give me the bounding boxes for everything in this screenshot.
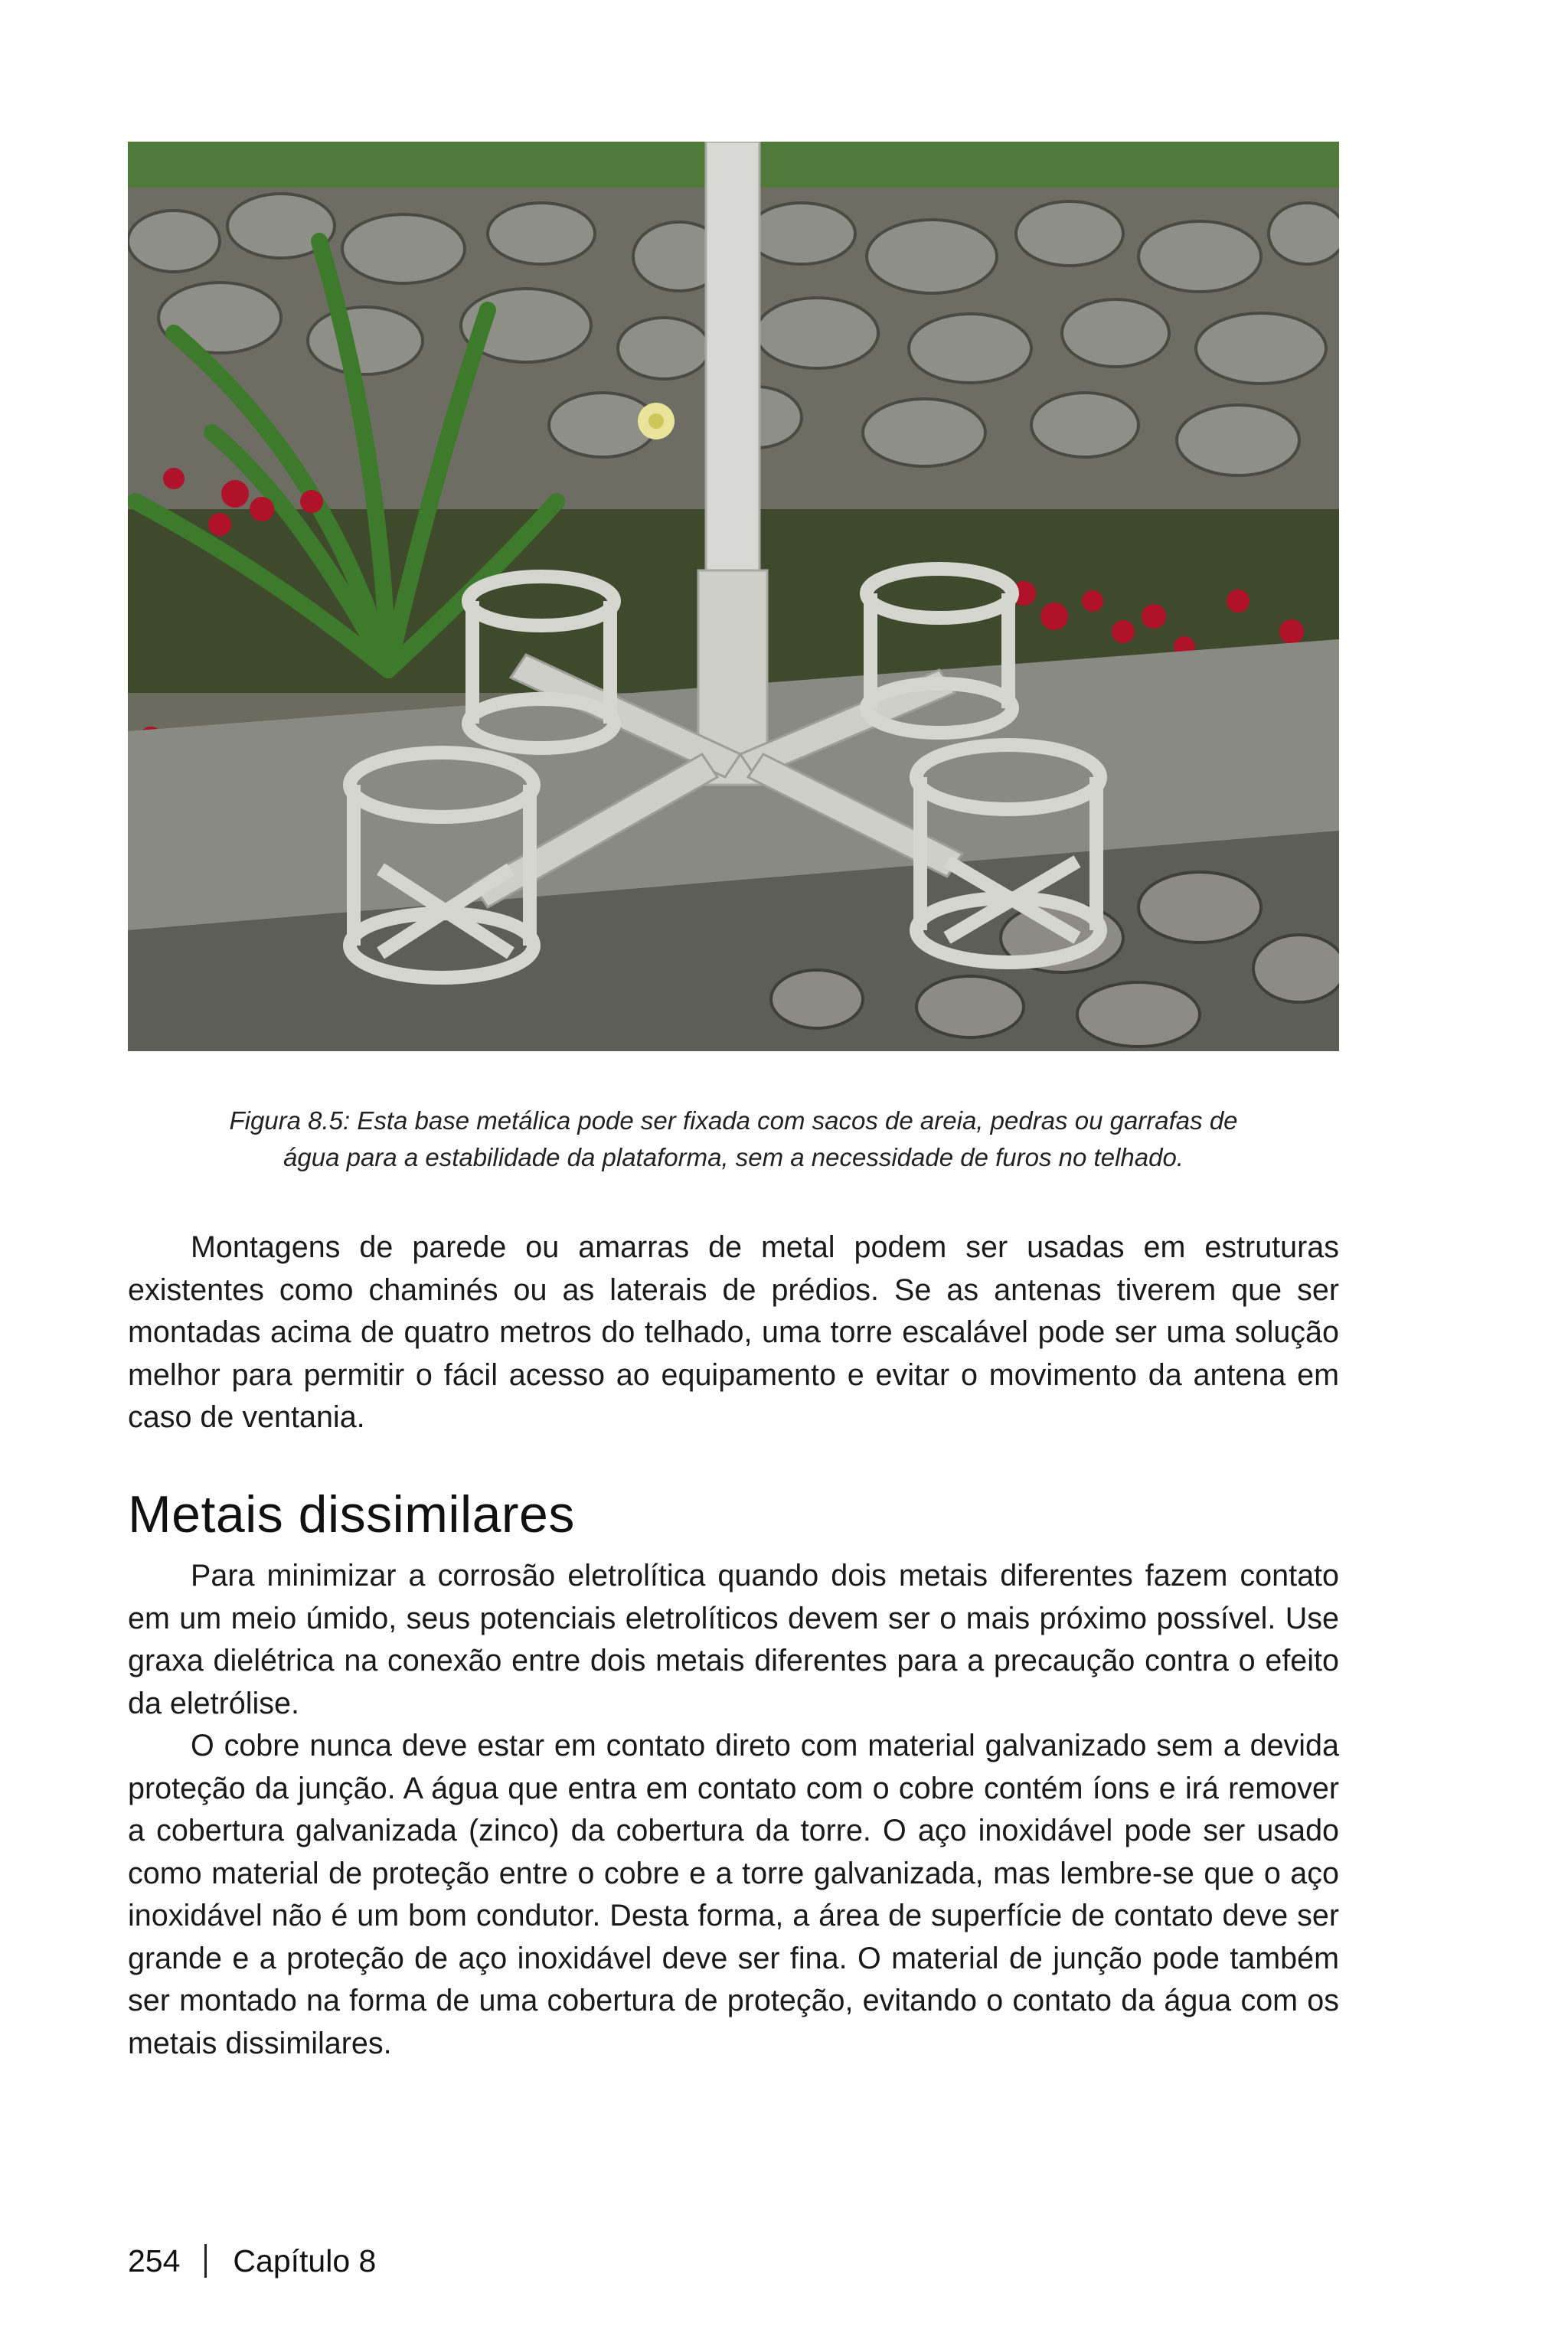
section-title: Metais dissimilares <box>128 1485 575 1544</box>
intro-paragraph: Montagens de parede ou amarras de metal podem ser usadas em estruturas existentes como chaminés ou as laterais de prédios. Se as antenas tiverem que ser montadas acima de quatro metros do telhado, uma torre escalável pode ser uma solução melhor para permitir o fácil acesso ao equipamento e evitar o movimento da antena em caso de ventania. <box>128 1230 1339 1434</box>
section-paragraph-1: Para minimizar a corrosão eletrolítica quando dois metais diferentes fazem contato em um meio úmido, seus potenciais eletrolíticos devem ser o mais próximo possível. Use graxa dielétrica na conexão entre dois metais diferentes para a precaução contra o efeito da eletrólise. <box>128 1559 1339 1720</box>
section-body <box>128 1555 1339 2065</box>
figure-caption <box>128 1102 1339 1176</box>
section-paragraph-2: O cobre nunca deve estar em contato direto com material galvanizado sem a devida proteção da junção. A água que entra em contato com o cobre contém íons e irá remover a cobertura galvanizada (zinco) da cobertura da torre. O aço inoxidável pode ser usado como material de proteção entre o cobre e a torre galvanizada, mas lembre-se que o aço inoxidável não é um bom condutor. Desta forma, a área de superfície de contato deve ser grande e a proteção de aço inoxidável deve ser fina. O material de junção pode também ser montado na forma de uma cobertura de proteção, evitando o contato da água com os metais dissimilares. <box>128 1729 1339 2060</box>
figure-caption-line-1: Figura 8.5: Esta base metálica pode ser fixada com sacos de areia, pedras ou garrafas de <box>229 1106 1238 1135</box>
chapter-label: Capítulo 8 <box>233 2243 377 2278</box>
footer-separator <box>204 2244 207 2278</box>
figure-caption-line-2: água para a estabilidade da plataforma, sem a necessidade de furos no telhado. <box>283 1143 1184 1171</box>
page-number: 254 <box>128 2243 181 2278</box>
intro-paragraph-block <box>128 1227 1339 1439</box>
figure-photo-metal-mast-base <box>128 142 1339 1051</box>
page-footer <box>128 2239 376 2282</box>
